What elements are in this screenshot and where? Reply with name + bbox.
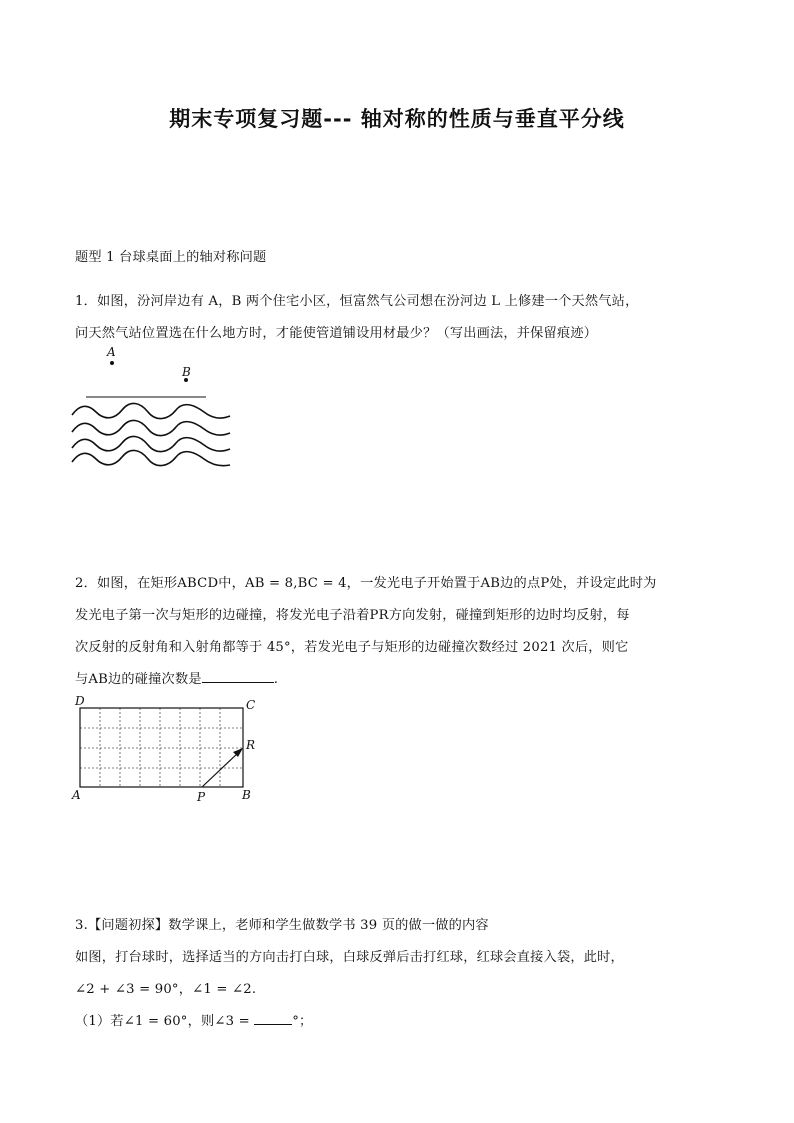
question-3-line-4: [75, 1010, 312, 1029]
river-figure: [68, 340, 238, 470]
label-r: R: [246, 738, 256, 752]
question-3-line-4-text: （1）若∠1 = 60°，则∠3 =: [75, 1014, 255, 1029]
section-heading: 题型 1 台球桌面上的轴对称问题: [75, 250, 267, 265]
label-a: A: [72, 788, 81, 802]
question-3-line-2: 如图，打台球时，选择适当的方向击打白球，白球反弹后击打红球，红球会直接入袋，此时，: [75, 950, 624, 965]
question-2-line-4-end: .: [273, 672, 279, 687]
rectangle-figure: [66, 690, 266, 805]
label-a: A: [107, 345, 116, 359]
grid-lines: [80, 708, 243, 787]
path-pr: [202, 752, 239, 787]
label-b: B: [182, 365, 191, 379]
wave-line-3: [72, 436, 230, 451]
wave-line-1: [72, 403, 230, 418]
label-c: C: [246, 698, 256, 712]
question-2-line-4: [75, 668, 278, 687]
question-3-line-1: 3.【问题初探】数学课上，老师和学生做数学书 39 页的做一做的内容: [75, 918, 489, 933]
wave-line-2: [72, 420, 230, 435]
question-3-line-3: ∠2 + ∠3 = 90°，∠1 = ∠2.: [75, 982, 257, 997]
rectangle-abcd: [80, 708, 243, 787]
question-1-line-1: 1．如图，汾河岸边有 A，B 两个住宅小区，恒富然气公司想在汾河边 L 上修建一个天然气站，: [75, 294, 639, 309]
label-p: P: [197, 790, 206, 804]
question-3-line-4-end: °；: [292, 1014, 313, 1029]
point-a: [110, 361, 114, 365]
answer-blank[interactable]: [202, 670, 274, 683]
angle-answer-blank[interactable]: [254, 1012, 292, 1025]
question-2-line-1: 2．如图，在矩形ABCD中，AB = 8,BC = 4，一发光电子开始置于AB边的点P处，并设定此时为: [75, 576, 657, 591]
label-b: B: [242, 788, 251, 802]
label-d: D: [75, 694, 85, 708]
question-2-line-4-text: 与AB边的碰撞次数是: [75, 672, 202, 687]
wave-line-4: [72, 450, 230, 465]
question-1-line-2: 问天然气站位置选在什么地方时，才能使管道铺设用材最少？（写出画法，并保留痕迹）: [75, 326, 598, 341]
question-2-line-2: 发光电子第一次与矩形的边碰撞，将发光电子沿着PR方向发射，碰撞到矩形的边时均反射，每: [75, 608, 630, 623]
page-title: 期末专项复习题--- 轴对称的性质与垂直平分线: [169, 107, 625, 131]
question-2-line-3: 次反射的反射角和入射角都等于 45°，若发光电子与矩形的边碰撞次数经过 2021 次后，则它: [75, 640, 629, 655]
